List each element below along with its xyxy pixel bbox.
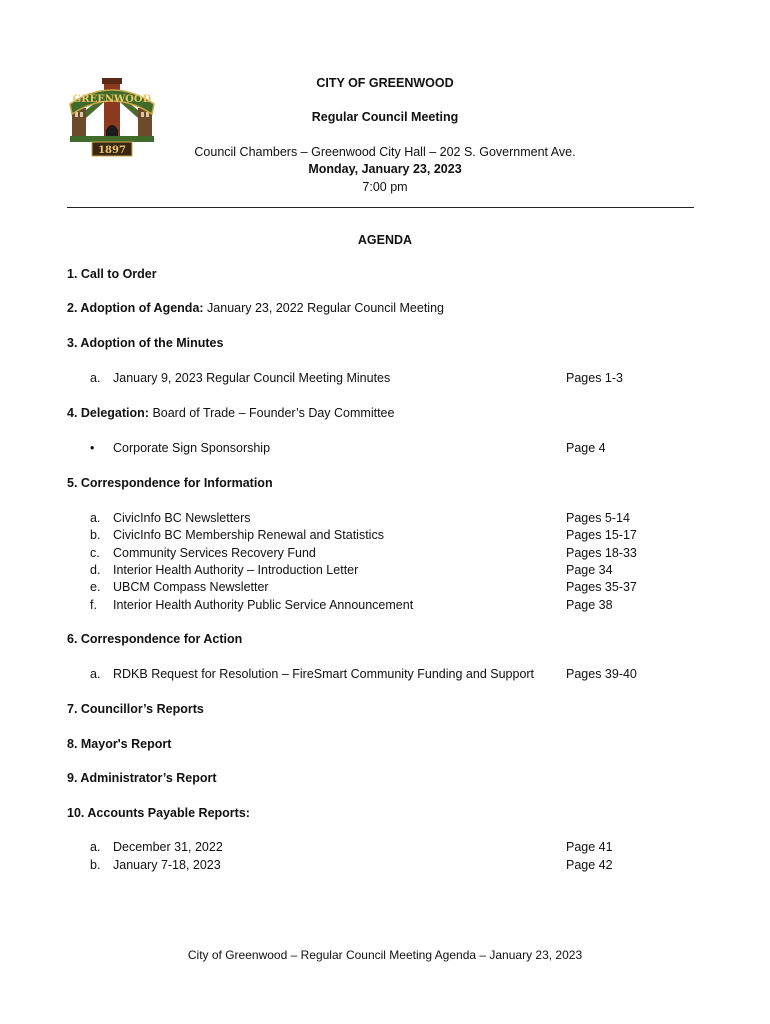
agenda-item-10: 10. Accounts Payable Reports:: [67, 806, 250, 820]
agenda-subitem: [90, 528, 384, 542]
list-marker: f.: [90, 598, 97, 612]
agenda-item-8: 8. Mayor's Report: [67, 737, 172, 751]
agenda-item-4: [67, 406, 394, 420]
agenda-subitem: [90, 546, 316, 560]
list-marker: c.: [90, 546, 100, 560]
agenda-subitem: [90, 563, 358, 577]
logo-year: 1897: [98, 145, 126, 156]
org-name: CITY OF GREENWOOD: [316, 76, 454, 90]
subitem-text: Interior Health Authority Public Service Announcement: [113, 598, 414, 612]
list-marker: b.: [90, 858, 101, 872]
agenda-item-4-text: Board of Trade – Founder’s Day Committee: [148, 406, 395, 420]
subitem-text: Corporate Sign Sponsorship: [113, 441, 271, 455]
page-ref: Page 34: [566, 563, 613, 577]
agenda-item-2-text: January 23, 2022 Regular Council Meeting: [203, 301, 444, 315]
subitem-text: December 31, 2022: [113, 840, 223, 854]
list-marker: a.: [90, 371, 101, 385]
agenda-item-2: [67, 301, 444, 315]
subitem-text: UBCM Compass Newsletter: [113, 580, 269, 594]
page-footer: City of Greenwood – Regular Council Meeting Agenda – January 23, 2023: [187, 948, 583, 962]
agenda-subitem: [90, 371, 390, 385]
meeting-time: 7:00 pm: [362, 180, 408, 194]
agenda-subitem: [90, 441, 270, 455]
list-marker: a.: [90, 511, 101, 525]
agenda-item-3: 3. Adoption of the Minutes: [67, 336, 224, 350]
page-ref: Page 41: [566, 840, 613, 854]
agenda-subitem: [90, 598, 413, 612]
subitem-text: Community Services Recovery Fund: [113, 546, 316, 560]
page-ref: Pages 1-3: [566, 371, 623, 385]
agenda-subitem: [90, 580, 269, 594]
page-ref: Page 38: [566, 598, 613, 612]
agenda-subitem: [90, 840, 223, 854]
subitem-text: CivicInfo BC Membership Renewal and Statistics: [113, 528, 384, 542]
subitem-text: Interior Health Authority – Introduction Letter: [113, 563, 359, 577]
page-ref: Page 4: [566, 441, 606, 455]
agenda-item-2-label: 2. Adoption of Agenda:: [67, 301, 204, 315]
agenda-item-6: 6. Correspondence for Action: [67, 632, 243, 646]
agenda-subitem: [90, 667, 534, 681]
page-ref: Pages 5-14: [566, 511, 630, 525]
list-marker: a.: [90, 840, 101, 854]
agenda-item-4-label: 4. Delegation:: [67, 406, 149, 420]
page-ref: Page 42: [566, 858, 613, 872]
bullet-marker: •: [90, 441, 95, 455]
logo-text: GREENWOOD: [72, 94, 152, 105]
header-rule: [67, 207, 694, 208]
agenda-item-7: 7. Councillor’s Reports: [67, 702, 204, 716]
agenda-subitem: [90, 511, 251, 525]
meeting-location: Council Chambers – Greenwood City Hall – 202 S. Government Ave.: [194, 145, 576, 159]
meeting-date: Monday, January 23, 2023: [308, 162, 462, 176]
list-marker: b.: [90, 528, 101, 542]
agenda-item-1: 1. Call to Order: [67, 267, 157, 281]
subitem-text: CivicInfo BC Newsletters: [113, 511, 251, 525]
agenda-item-5: 5. Correspondence for Information: [67, 476, 273, 490]
meeting-title: Regular Council Meeting: [311, 110, 459, 124]
subitem-text: January 7-18, 2023: [113, 858, 221, 872]
agenda-title: AGENDA: [357, 233, 413, 247]
list-marker: a.: [90, 667, 101, 681]
page-ref: Pages 39-40: [566, 667, 637, 681]
agenda-item-9: 9. Administrator’s Report: [67, 771, 217, 785]
page-ref: Pages 35-37: [566, 580, 637, 594]
subitem-text: RDKB Request for Resolution – FireSmart Community Funding and Support: [113, 667, 535, 681]
subitem-text: January 9, 2023 Regular Council Meeting Minutes: [113, 371, 391, 385]
page-ref: Pages 18-33: [566, 546, 637, 560]
page-ref: Pages 15-17: [566, 528, 637, 542]
list-marker: e.: [90, 580, 101, 594]
agenda-subitem: [90, 858, 221, 872]
list-marker: d.: [90, 563, 101, 577]
